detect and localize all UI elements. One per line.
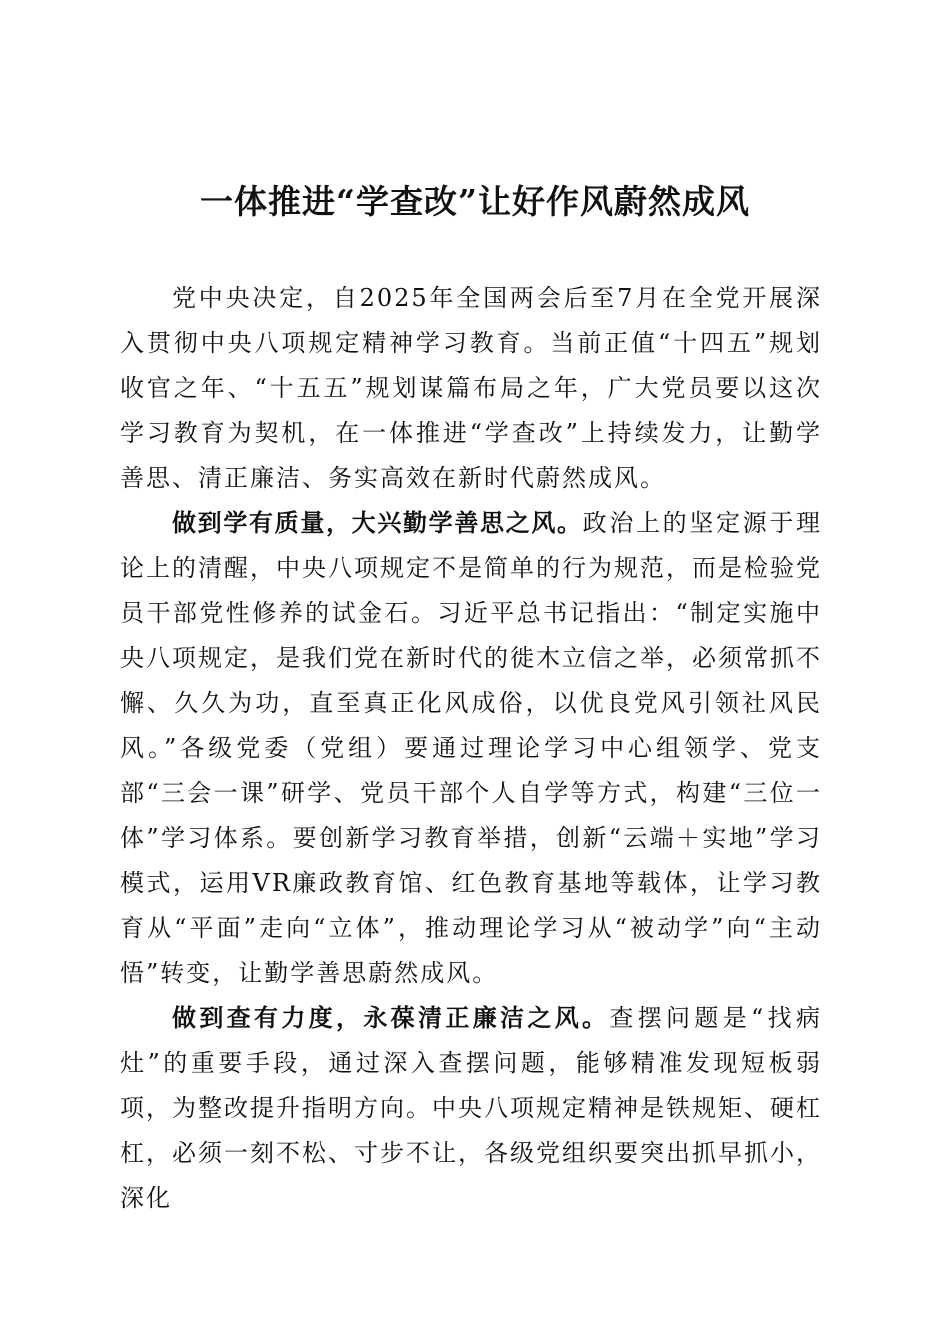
paragraph-text: 查摆问题是“找病灶”的重要手段，通过深入查摆问题，能够精准发现短板弱项，为整改提升指明方向。中央八项规定精神是铁规矩、硬杠杠，必须一刻不松、寸步不让，各级党组织要突出抓早抓小，深化 (120, 1004, 822, 1212)
paragraph-text: 党中央决定，自2025年全国两会后至7月在全党开展深入贯彻中央八项规定精神学习教育。当前正值“十四五”规划收官之年、“十五五”规划谋篇布局之年，广大党员要以这次学习教育为契机，在一体推进“学查改”上持续发力，让勤学善思、清正廉洁、务实高效在新时代蔚然成风。 (120, 284, 822, 492)
paragraph-lead-heading: 做到查有力度，永葆清正廉洁之风。 (172, 1004, 610, 1032)
paragraph-intro (120, 276, 822, 501)
paragraph-inspect (120, 996, 822, 1221)
document-body (120, 276, 822, 1221)
paragraph-text: 政治上的坚定源于理论上的清醒，中央八项规定不是简单的行为规范，而是检验党员干部党性修养的试金石。习近平总书记指出：“制定实施中央八项规定，是我们党在新时代的徙木立信之举，必须常抓不懈、久久为功，直至真正化风成俗，以优良党风引领社风民风。”各级党委（党组）要通过理论学习中心组领学、党支部“三会一课”研学、党员干部个人自学等方式，构建“三位一体”学习体系。要创新学习教育举措，创新“云端＋实地”学习模式，运用VR廉政教育馆、红色教育基地等载体，让学习教育从“平面”走向“立体”，推动理论学习从“被动学”向“主动悟”转变，让勤学善思蔚然成风。 (120, 509, 823, 987)
paragraph-study (120, 501, 822, 996)
document-title: 一体推进“学查改”让好作风蔚然成风 (200, 182, 750, 221)
paragraph-lead-heading: 做到学有质量，大兴勤学善思之风。 (172, 509, 583, 537)
